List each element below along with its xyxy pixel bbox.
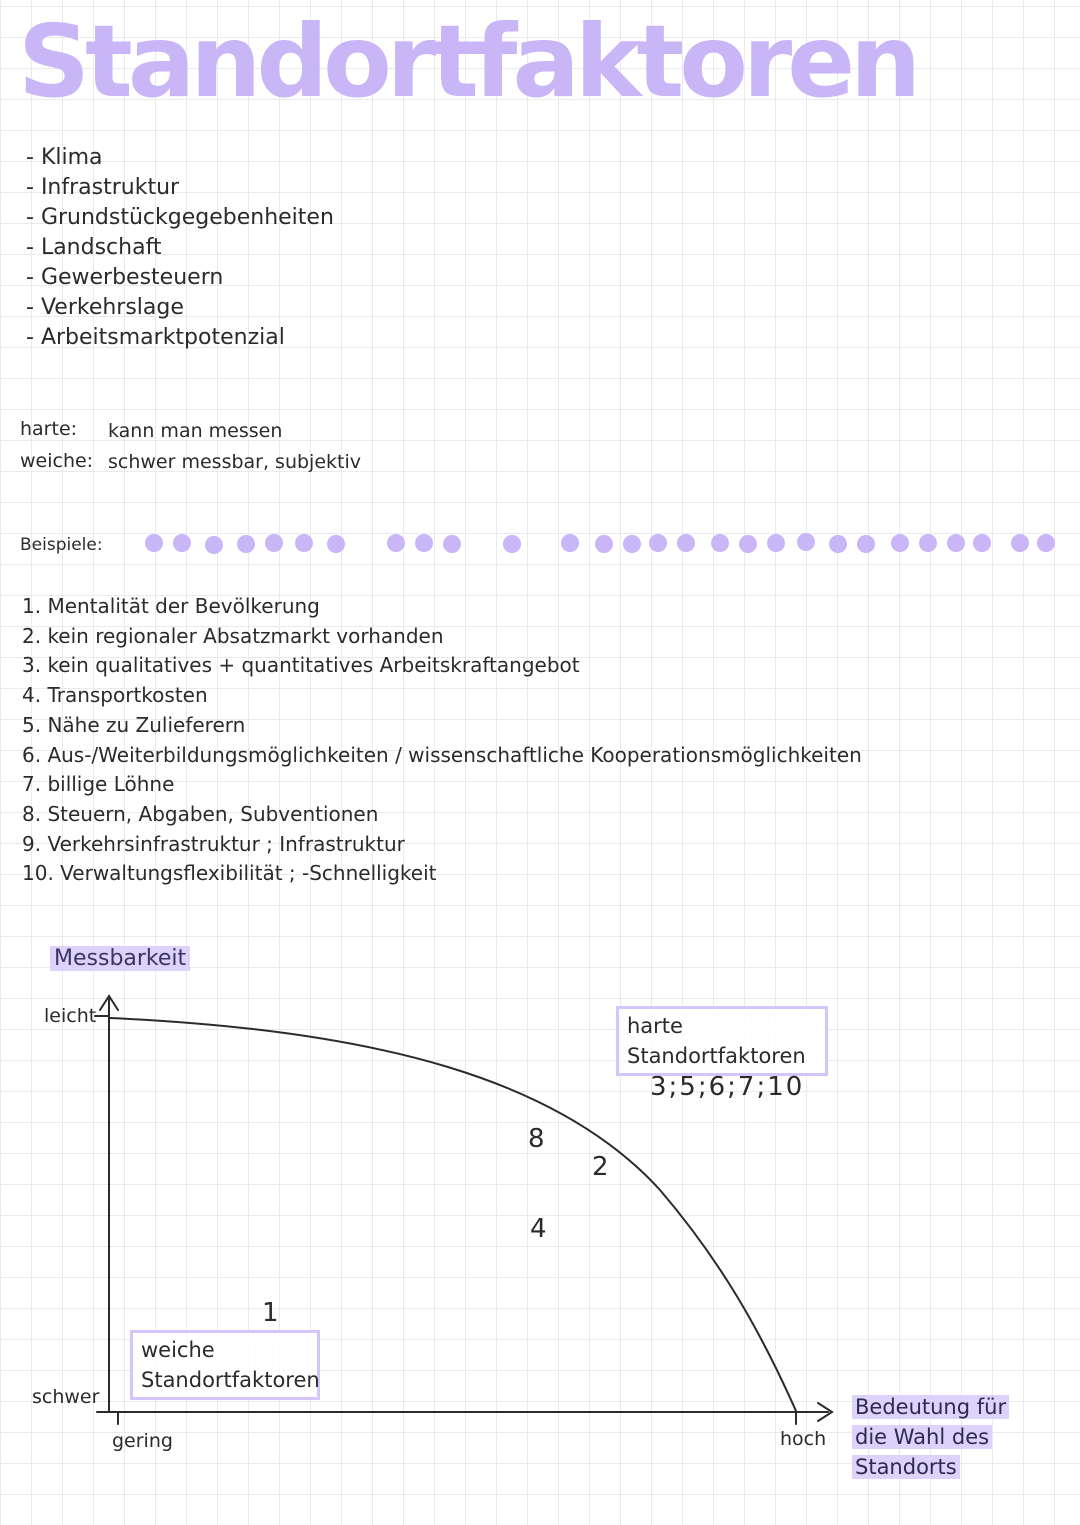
point-label-1: 1 — [262, 1298, 279, 1328]
soft-box-subtitle: Standortfaktoren — [141, 1368, 320, 1392]
list-item: 3. kein qualitatives + quantitatives Arbeitskraftangebot — [22, 653, 580, 678]
hard-box-subtitle: Standortfaktoren — [627, 1044, 806, 1068]
list-item: 5. Nähe zu Zulieferern — [22, 712, 246, 737]
list-item: - Klima — [26, 145, 103, 170]
x-axis-title-line-3: Standorts — [852, 1455, 960, 1479]
hard-term: harte: — [20, 418, 78, 440]
hard-definition: kann man messen — [108, 420, 283, 442]
point-label-8: 8 — [528, 1124, 545, 1154]
hard-factors-box — [616, 1006, 828, 1076]
examples-label: Beispiele: — [20, 535, 103, 555]
list-item: - Verkehrslage — [26, 295, 184, 320]
page-title: Standortfaktoren — [18, 3, 917, 120]
list-item: 6. Aus-/Weiterbildungsmöglichkeiten / wissenschaftliche Kooperationsmöglichkeiten — [22, 742, 862, 767]
list-item: 1. Mentalität der Bevölkerung — [22, 594, 320, 618]
list-item: 8. Steuern, Abgaben, Subventionen — [22, 801, 379, 826]
y-axis-title: Messbarkeit — [50, 946, 190, 971]
list-item: 7. billige Löhne — [22, 772, 175, 797]
list-item: 9. Verkehrsinfrastruktur ; Infrastruktur — [22, 831, 405, 856]
list-item: - Infrastruktur — [26, 175, 180, 200]
x-axis-title — [852, 1392, 1009, 1482]
list-item: - Landschaft — [26, 235, 162, 260]
point-label-4: 4 — [530, 1214, 547, 1244]
hard-box-title: harte — [627, 1014, 683, 1038]
y-tick-label-leicht: leicht — [44, 1005, 97, 1027]
list-item: - Arbeitsmarktpotenzial — [26, 325, 285, 350]
list-item: - Gewerbesteuern — [26, 265, 224, 290]
x-axis-title-line-2: die Wahl des — [852, 1425, 992, 1449]
list-item: 4. Transportkosten — [22, 683, 208, 708]
x-tick-label-hoch: hoch — [780, 1428, 827, 1450]
x-axis-title-line-1: Bedeutung für — [852, 1395, 1009, 1419]
y-tick-label-schwer: schwer — [32, 1386, 100, 1408]
x-tick-label-gering: gering — [112, 1430, 173, 1452]
soft-definition: schwer messbar, subjektiv — [108, 451, 362, 473]
list-item: 10. Verwaltungsflexibilität ; -Schnelligkeit — [22, 861, 437, 886]
point-label-2: 2 — [592, 1152, 609, 1182]
list-item: 2. kein regionaler Absatzmarkt vorhanden — [22, 623, 444, 648]
list-item: - Grundstückgegebenheiten — [26, 205, 334, 230]
soft-term: weiche: — [20, 450, 94, 472]
soft-box-title: weiche — [141, 1338, 215, 1362]
soft-factors-box — [130, 1330, 320, 1400]
hard-factors-list: 3;5;6;7;10 — [650, 1072, 805, 1102]
